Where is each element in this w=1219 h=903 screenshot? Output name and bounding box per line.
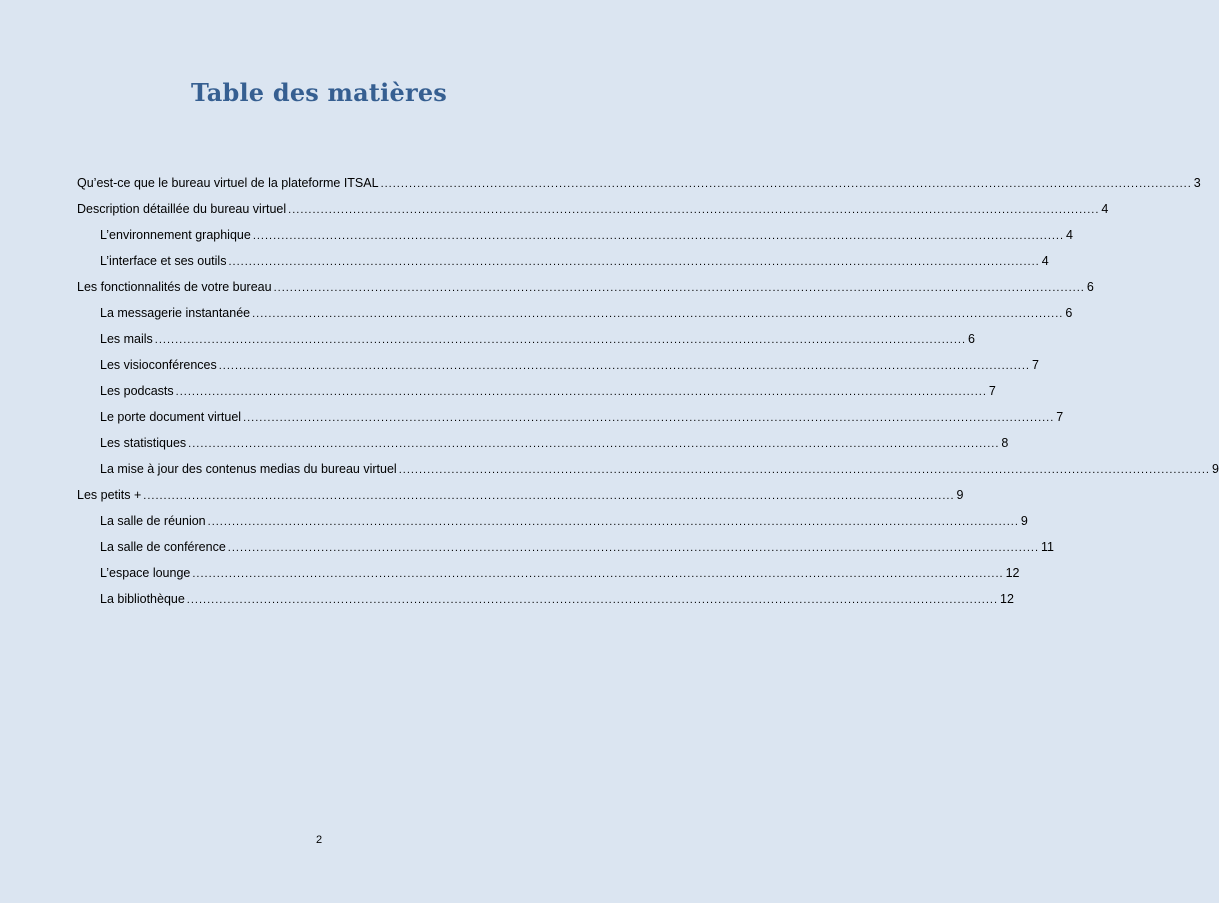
toc-dot-leader: ........................................................................................................................................................................................................	[288, 204, 1100, 216]
toc-entry-page: 7	[1056, 410, 1064, 424]
toc-entry[interactable]	[77, 381, 996, 407]
toc-entry-page: 9	[956, 488, 964, 502]
toc-entry-label: La salle de conférence	[100, 540, 226, 554]
toc-entry-label: Les mails	[100, 332, 153, 346]
toc-dot-leader: ........................................................................................................................................................................................................	[154, 334, 967, 346]
toc-entry-page: 8	[1001, 436, 1009, 450]
toc-dot-leader: ........................................................................................................................................................................................................	[207, 516, 1019, 528]
toc-entry-page: 9	[1211, 462, 1219, 476]
toc-dot-leader: ........................................................................................................................................................................................................	[228, 256, 1040, 268]
toc-entry[interactable]	[77, 433, 1009, 459]
toc-dot-leader: ........................................................................................................................................................................................................	[380, 178, 1192, 190]
toc-entry[interactable]	[77, 355, 1039, 381]
toc-entry-label: Les podcasts	[100, 384, 174, 398]
toc-dot-leader: ........................................................................................................................................................................................................	[398, 464, 1210, 476]
toc-entry-label: Les fonctionnalités de votre bureau	[77, 280, 272, 294]
toc-entry-label: La bibliothèque	[100, 592, 185, 606]
toc-entry-page: 6	[968, 332, 975, 346]
toc-entry-page: 6	[1086, 280, 1094, 294]
toc-entry-page: 9	[1020, 514, 1028, 528]
toc-dot-leader: ........................................................................................................................................................................................................	[175, 386, 987, 398]
toc-entry[interactable]	[77, 537, 1054, 563]
toc-entry-page: 7	[988, 384, 996, 398]
toc-entry-label: Les petits +	[77, 488, 142, 502]
toc-dot-leader: ........................................................................................................................................................................................................	[227, 542, 1040, 554]
toc-dot-leader: ........................................................................................................................................................................................................	[218, 360, 1030, 372]
toc-entry[interactable]	[77, 459, 1219, 485]
toc-entry-page: 4	[1041, 254, 1049, 268]
toc-entry[interactable]	[77, 225, 1073, 251]
toc-dot-leader: ........................................................................................................................................................................................................	[186, 594, 999, 606]
toc-entry-page: 4	[1066, 228, 1073, 242]
toc-entry-label: Le porte document virtuel	[100, 410, 242, 424]
toc-entry-label: La salle de réunion	[100, 514, 206, 528]
toc-entry-page: 3	[1193, 176, 1201, 190]
toc-entry-label: L’environnement graphique	[100, 228, 251, 242]
toc-entry[interactable]	[77, 173, 1201, 199]
toc-entry-label: Les statistiques	[100, 436, 187, 450]
toc-entry-page: 11	[1041, 540, 1054, 554]
toc-entry[interactable]	[77, 251, 1049, 277]
toc-dot-leader: ........................................................................................................................................................................................................	[188, 438, 1000, 450]
toc-entry-label: L’interface et ses outils	[100, 254, 227, 268]
table-of-contents	[77, 173, 1219, 615]
toc-dot-leader: ........................................................................................................................................................................................................	[243, 412, 1055, 424]
toc-entry[interactable]	[77, 511, 1028, 537]
toc-entry-label: L’espace lounge	[100, 566, 191, 580]
toc-entry[interactable]	[77, 407, 1064, 433]
toc-dot-leader: ........................................................................................................................................................................................................	[192, 568, 1004, 580]
toc-entry-label: La mise à jour des contenus medias du bureau virtuel	[100, 462, 397, 476]
toc-entry-page: 12	[1000, 592, 1014, 606]
toc-dot-leader: ........................................................................................................................................................................................................	[252, 230, 1065, 242]
toc-dot-leader: ........................................................................................................................................................................................................	[273, 282, 1085, 294]
toc-entry-label: Description détaillée du bureau virtuel	[77, 202, 287, 216]
toc-entry[interactable]	[77, 485, 964, 511]
toc-dot-leader: ........................................................................................................................................................................................................	[252, 308, 1064, 320]
toc-entry-page: 12	[1005, 566, 1020, 580]
toc-entry-page: 7	[1031, 358, 1039, 372]
toc-dot-leader: ........................................................................................................................................................................................................	[143, 490, 955, 502]
toc-entry[interactable]	[77, 277, 1094, 303]
toc-entry-label: La messagerie instantanée	[100, 306, 251, 320]
toc-entry[interactable]	[77, 589, 1014, 615]
toc-entry[interactable]	[77, 199, 1109, 225]
page-number: 2	[315, 834, 323, 846]
toc-entry-label: Qu’est-ce que le bureau virtuel de la plateforme ITSAL	[77, 176, 379, 190]
toc-title: Table des matières	[191, 78, 447, 107]
toc-entry[interactable]	[77, 563, 1020, 589]
toc-entry[interactable]	[77, 303, 1073, 329]
toc-entry-page: 4	[1101, 202, 1109, 216]
toc-entry-label: Les visioconférences	[100, 358, 217, 372]
toc-entry-page: 6	[1065, 306, 1073, 320]
toc-entry[interactable]	[77, 329, 975, 355]
